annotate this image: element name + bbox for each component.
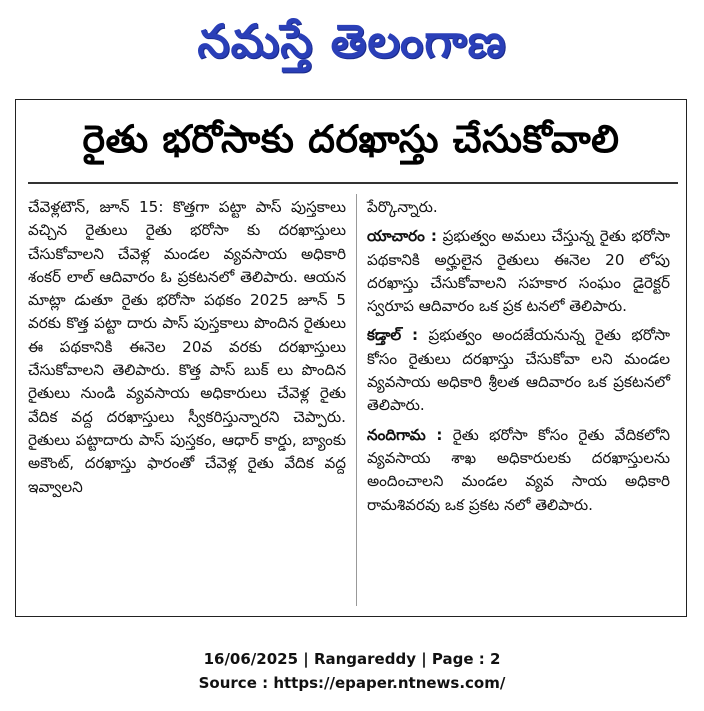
news-item-kadthal xyxy=(367,324,670,417)
column-divider xyxy=(356,194,357,606)
newspaper-masthead xyxy=(0,6,704,76)
headline-rule xyxy=(28,182,678,184)
dateline-yacharam: యాచారం : xyxy=(367,227,437,246)
news-item-yacharam xyxy=(367,225,670,318)
masthead-title: నమస్తే తెలంగాణ xyxy=(197,14,507,68)
news-item-nandigama xyxy=(367,424,670,517)
dateline-kadthal: కడ్తాల్‌ : xyxy=(367,326,419,345)
footer-edition-info: 16/06/2025 | Rangareddy | Page : 2 xyxy=(203,650,501,668)
continuation-paragraph: పేర్కొన్నారు. xyxy=(367,198,438,216)
footer-source-link[interactable]: Source : https://epaper.ntnews.com/ xyxy=(198,674,506,692)
headline-text: రైతు భరోసాకు దరఖాస్తు చేసుకోవాలి xyxy=(82,117,620,161)
news-item-text: ప్రభుత్వం అమలు చేస్తున్న రైతు భరోసా పథకానికి అర్హులైన రైతులు ఈనెల 20 లోపు దరఖాస్తు చేసుకోవాలని సహకార సంఘం డైరెక్టర్‌ స్వరూప ఆదివారం ఒక ప్రక టనలో తెలిపారు. xyxy=(367,227,671,316)
article-headline xyxy=(16,104,686,174)
news-item-text: రైతు భరోసా కోసం రైతు వేదికలోని వ్యవసాయ శాఖ అధికారులకు దరఖాస్తులను అందించాలని మండల వ్యవ సాయ అధికారి రామశివరవు ఒక ప్రకట నలో తెలిపారు. xyxy=(367,425,671,514)
lead-paragraph: చేవెళ్లటౌన్‌, జూన్‌ 15: కొత్తగా పట్టా పాస్‌ పుస్తకాలు వచ్చిన రైతులు రైతు భరోసా కు దరఖాస్తులు చేసుకోవాలని చేవెళ్ల మండల వ్యవసాయ అధికారి శంకర్‌ లాల్‌ ఆదివారం ఓ ప్రకటనలో తెలిపారు. ఆయన మాట్లా డుతూ రైతు భరోసా పథకం 2025 జూన్‌ 5 వరకు కొత్త పట్టా దారు పాస్‌ పుస్తకాలు పొందిన రైతులు ఈ పథకానికి ఈనెల 20వ వరకు దరఖాస్తులు చేసుకోవాలని తెలిపారు. కొత్త పాస్‌ బుక్‌ లు పొందిన రైతులు నుండి వ్యవసాయ అధికారులు చేవెళ్ల రైతు వేదిక వద్ద దరఖాస్తులు స్వీకరిస్తున్నారని చెప్పారు. రైతులు పట్టాదారు పాస్‌ పుస్తకం, ఆధార్‌ కార్డు, బ్యాంకు అకౌంట్‌, దరఖాస్తు ఫారంతో చేవెళ్ల రైతు వేదిక వద్ద ఇవ్వాలని xyxy=(28,198,346,496)
article-right-column xyxy=(367,196,670,523)
article-left-column xyxy=(28,196,346,505)
news-item-text: ప్రభుత్వం అందజేయనున్న రైతు భరోసా కోసం రైతులు దరఖాస్తు చేసుకోవా లని మండల వ్యవసాయ అధికారి శ్రీలత ఆదివారం ఒక ప్రకటనలో తెలిపారు. xyxy=(367,326,671,415)
dateline-nandigama: నందిగామ : xyxy=(367,425,443,444)
